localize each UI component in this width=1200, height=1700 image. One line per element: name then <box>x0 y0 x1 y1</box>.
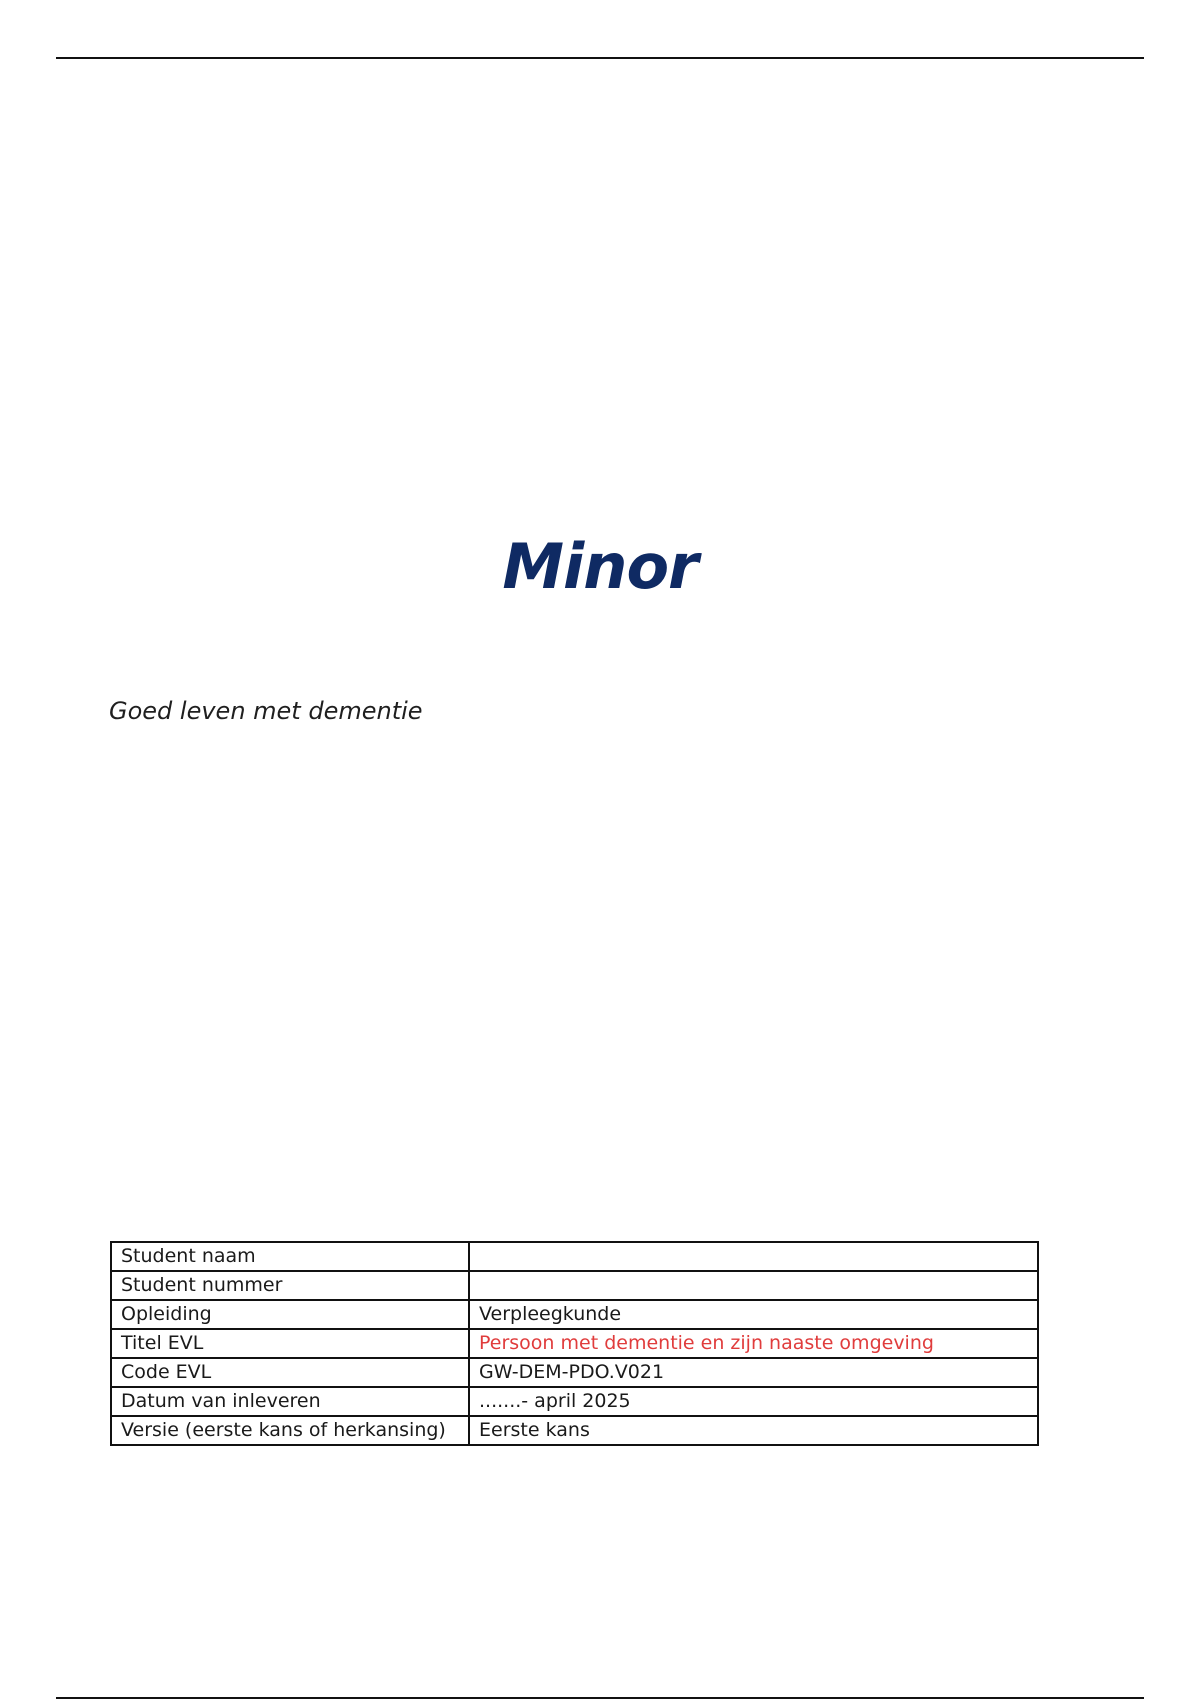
footer-rule <box>56 1697 1144 1699</box>
row-label-student-name: Student naam <box>111 1242 469 1271</box>
row-value-student-number[interactable] <box>469 1271 1038 1300</box>
row-value-version: Eerste kans <box>469 1416 1038 1445</box>
row-value-education: Verpleegkunde <box>469 1300 1038 1329</box>
row-value-evl-code: GW-DEM-PDO.V021 <box>469 1358 1038 1387</box>
row-value-evl-title: Persoon met dementie en zijn naaste omgeving <box>469 1329 1038 1358</box>
row-value-submission-date[interactable]: .......- april 2025 <box>469 1387 1038 1416</box>
table-row <box>111 1300 1038 1329</box>
row-label-evl-title: Titel EVL <box>111 1329 469 1358</box>
row-value-student-name[interactable] <box>469 1242 1038 1271</box>
table-row <box>111 1387 1038 1416</box>
table-row <box>111 1329 1038 1358</box>
table-row <box>111 1416 1038 1445</box>
table-row <box>111 1242 1038 1271</box>
header-rule <box>56 57 1144 59</box>
row-label-version: Versie (eerste kans of herkansing) <box>111 1416 469 1445</box>
document-title: Minor <box>502 530 698 603</box>
table-row <box>111 1271 1038 1300</box>
row-label-evl-code: Code EVL <box>111 1358 469 1387</box>
document-subtitle: Goed leven met dementie <box>109 697 423 725</box>
row-label-education: Opleiding <box>111 1300 469 1329</box>
student-info-table <box>110 1241 1039 1446</box>
row-label-submission-date: Datum van inleveren <box>111 1387 469 1416</box>
table-row <box>111 1358 1038 1387</box>
row-label-student-number: Student nummer <box>111 1271 469 1300</box>
